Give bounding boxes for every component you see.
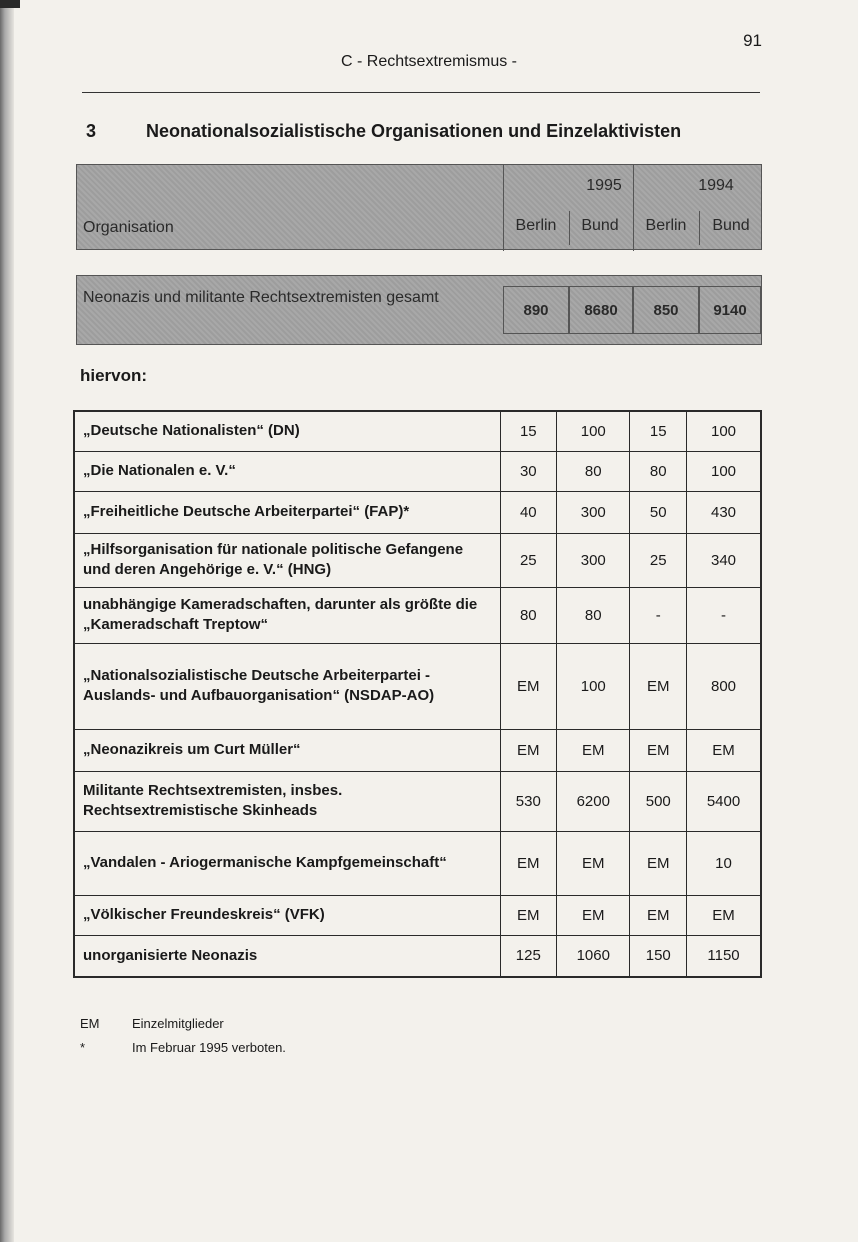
table-row [74,895,761,935]
page-number: 91 [743,31,762,50]
bund-1995-value: 100 [557,643,630,729]
bund-1994-value: 100 [687,451,761,491]
bund-1994-header: Bund [712,217,750,234]
hiervon-label: hiervon: [80,366,148,385]
organisation-name: „Völkischer Freundeskreis“ (VFK) [74,895,500,935]
organisation-name: „Vandalen - Ariogermanische Kampfgemeinschaft“ [74,831,500,895]
berlin-1994-value: EM [630,729,687,771]
berlin-1994-value: EM [630,831,687,895]
berlin-1995-value: 40 [500,491,557,533]
bund-1995-value: EM [557,729,630,771]
bund-1994-value: EM [687,895,761,935]
organisation-name: „Freiheitliche Deutsche Arbeiterpartei“ (FAP)* [74,491,500,533]
berlin-1994-value: 50 [630,491,687,533]
berlin-1995-header: Berlin [515,217,557,234]
berlin-1994-value: - [630,587,687,643]
berlin-1995-value: EM [500,831,557,895]
summary-box [76,275,762,345]
table-row [74,935,761,977]
organisation-name: unabhängige Kameradschaften, darunter als größte die „Kameradschaft Treptow“ [74,587,500,643]
organisations-table [73,410,762,978]
bund-1995-value: EM [557,831,630,895]
berlin-1995-value: 80 [500,587,557,643]
berlin-1995-value: EM [500,729,557,771]
summary-label: Neonazis und militante Rechtsextremisten gesamt [83,289,439,306]
bund-1994-value: - [687,587,761,643]
bund-1994-value: 10 [687,831,761,895]
berlin-1994-value: 15 [630,411,687,451]
table-header-box [76,164,762,250]
table-row [74,831,761,895]
summary-bund-1994: 9140 [699,286,761,334]
berlin-1995-value: 15 [500,411,557,451]
organisation-column-header: Organisation [83,219,174,236]
organisation-name: „Die Nationalen e. V.“ [74,451,500,491]
berlin-1995-value: 25 [500,533,557,587]
table-row [74,491,761,533]
table-row [74,411,761,451]
header-divider [569,211,570,245]
berlin-1995-value: 30 [500,451,557,491]
section-title-text: Neonationalsozialistische Organisationen und Einzelaktivisten [146,121,682,141]
header-divider [699,211,700,245]
organisation-name: „Hilfsorganisation für nationale politische Gefangene und deren Angehörige e. V.“ (HNG) [74,533,500,587]
bund-1994-value: 5400 [687,771,761,831]
organisation-name: unorganisierte Neonazis [74,935,500,977]
footnote [80,1016,224,1031]
bund-1995-value: 300 [557,533,630,587]
bund-1995-value: 300 [557,491,630,533]
footnote-key: EM [80,1016,100,1031]
bund-1995-value: 80 [557,587,630,643]
summary-berlin-1995: 890 [503,286,569,334]
berlin-1994-value: 80 [630,451,687,491]
bund-1995-value: 80 [557,451,630,491]
bund-1994-value: 1150 [687,935,761,977]
berlin-1994-header: Berlin [645,217,687,234]
running-head: C - Rechtsextremismus - [340,53,518,70]
berlin-1994-value: 25 [630,533,687,587]
footnote [80,1040,286,1055]
table-row [74,451,761,491]
section-title [86,121,681,142]
bund-1994-value: 340 [687,533,761,587]
organisation-name: „Nationalsozialistische Deutsche Arbeiterpartei - Auslands- und Aufbauorganisation“ (NSDAP-AO) [74,643,500,729]
footnote-key: * [80,1040,86,1055]
organisation-name: „Neonazikreis um Curt Müller“ [74,729,500,771]
table-row [74,771,761,831]
berlin-1994-value: 150 [630,935,687,977]
table-row [74,587,761,643]
berlin-1995-value: 530 [500,771,557,831]
section-number: 3 [86,121,97,141]
table-row [74,533,761,587]
organisation-name: Militante Rechtsextremisten, insbes. Rechtsextremistische Skinheads [74,771,500,831]
year-1994-header: 1994 [698,177,734,194]
bund-1994-value: EM [687,729,761,771]
berlin-1995-value: EM [500,643,557,729]
berlin-1995-value: 125 [500,935,557,977]
table-row [74,643,761,729]
header-rule [82,92,760,93]
bund-1995-header: Bund [581,217,619,234]
footnote-text: Im Februar 1995 verboten. [132,1040,286,1055]
berlin-1995-value: EM [500,895,557,935]
year-1995-header: 1995 [586,177,622,194]
bund-1994-value: 100 [687,411,761,451]
footnote-text: Einzelmitglieder [132,1016,224,1031]
bund-1995-value: 100 [557,411,630,451]
header-divider [633,165,634,251]
bund-1995-value: 1060 [557,935,630,977]
bund-1994-value: 430 [687,491,761,533]
bund-1994-value: 800 [687,643,761,729]
page-corner-mark [0,0,20,8]
header-divider [503,165,504,251]
berlin-1994-value: EM [630,643,687,729]
berlin-1994-value: EM [630,895,687,935]
berlin-1994-value: 500 [630,771,687,831]
summary-berlin-1994: 850 [633,286,699,334]
page-edge-shadow [0,0,14,1242]
bund-1995-value: 6200 [557,771,630,831]
bund-1995-value: EM [557,895,630,935]
organisation-name: „Deutsche Nationalisten“ (DN) [74,411,500,451]
summary-bund-1995: 8680 [569,286,633,334]
table-row [74,729,761,771]
